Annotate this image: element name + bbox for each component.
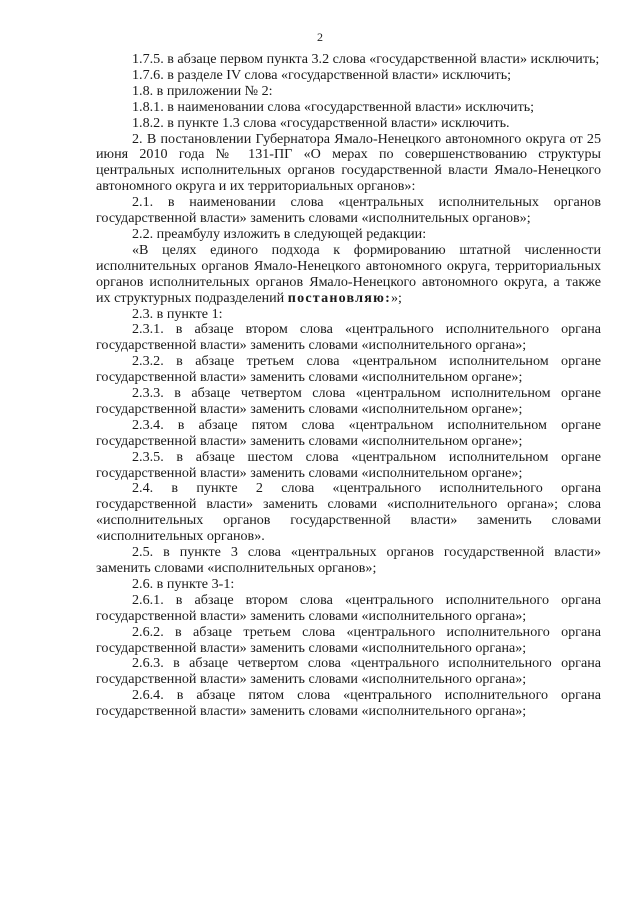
preamble-text	[96, 243, 601, 307]
item-2-3-1: 2.3.1. в абзаце втором слова «центрального исполнительного органа государственной власти» заменить словами «исполнительного органа»;	[96, 321, 601, 354]
item-2-3-4: 2.3.4. в абзаце пятом слова «центральном исполнительном органе государственной власти» заменить словами «исполнительном органе»;	[96, 416, 601, 449]
item-2-2: 2.2. преамбулу изложить в следующей редакции:	[132, 225, 427, 242]
page-number: 2	[317, 30, 323, 44]
preamble-emphasis: постановляю:	[287, 289, 391, 306]
item-2: 2. В постановлении Губернатора Ямало-Ненецкого автономного округа от 25 июня 2010 года № 131-ПГ «О мерах по совершенствованию структуры центральных исполнительных органов государственной власти Ямало-Ненецкого автономного округа и их территориальных органов»:	[96, 130, 601, 195]
item-2-5: 2.5. в пункте 3 слова «центральных органов государственной власти» заменить словами «исполнительных органов»;	[96, 544, 601, 576]
item-1-8: 1.8. в приложении № 2:	[132, 82, 273, 99]
preamble-body: «В целях единого подхода к формированию штатной численности исполнительных органов Ямало-Ненецкого автономного округа, территориальных органов исполнительных органов Ямало-Ненецкого автономного округа, а также их структурных подразделений	[96, 241, 601, 306]
item-1-8-1: 1.8.1. в наименовании слова «государственной власти» исключить;	[132, 98, 535, 115]
item-2-6-2: 2.6.2. в абзаце третьем слова «центрального исполнительного органа государственной власти» заменить словами «исполнительного органа»;	[96, 623, 601, 656]
item-1-7-6: 1.7.6. в разделе IV слова «государственной власти» исключить;	[132, 66, 512, 83]
item-2-4: 2.4. в пункте 2 слова «центрального исполнительного органа государственной власти» заменить словами «исполнительного органа»; слова «исполнительных органов государственной власти» заменить словами «исполнительных органов».	[96, 480, 601, 545]
item-2-1: 2.1. в наименовании слова «центральных исполнительных органов государственной власти» заменить словами «исполнительных органов»;	[96, 194, 601, 227]
item-2-3: 2.3. в пункте 1:	[132, 305, 223, 322]
item-2-3-2: 2.3.2. в абзаце третьем слова «центральном исполнительном органе государственной власти» заменить словами «исполнительном органе»;	[96, 353, 601, 386]
preamble-end: »;	[390, 289, 402, 306]
item-2-3-5: 2.3.5. в абзаце шестом слова «центральном исполнительном органе государственной власти» заменить словами «исполнительном органе»;	[96, 448, 601, 481]
item-2-6-3: 2.6.3. в абзаце четвертом слова «центрального исполнительного органа государственной власти» заменить словами «исполнительного органа»;	[96, 655, 601, 688]
item-1-8-2: 1.8.2. в пункте 1.3 слова «государственной власти» исключить.	[132, 114, 510, 131]
item-2-6-4: 2.6.4. в абзаце пятом слова «центрального исполнительного органа государственной власти» заменить словами «исполнительного органа»;	[96, 687, 601, 720]
document-body	[96, 52, 601, 720]
item-1-7-5: 1.7.5. в абзаце первом пункта 3.2 слова «государственной власти» исключить;	[132, 51, 600, 67]
item-2-3-3: 2.3.3. в абзаце четвертом слова «центральном исполнительном органе государственной власти» заменить словами «исполнительном органе»;	[96, 385, 601, 417]
item-2-6: 2.6. в пункте 3-1:	[132, 575, 235, 592]
item-2-6-1: 2.6.1. в абзаце втором слова «центрального исполнительного органа государственной власти» заменить словами «исполнительного органа»;	[96, 591, 601, 624]
